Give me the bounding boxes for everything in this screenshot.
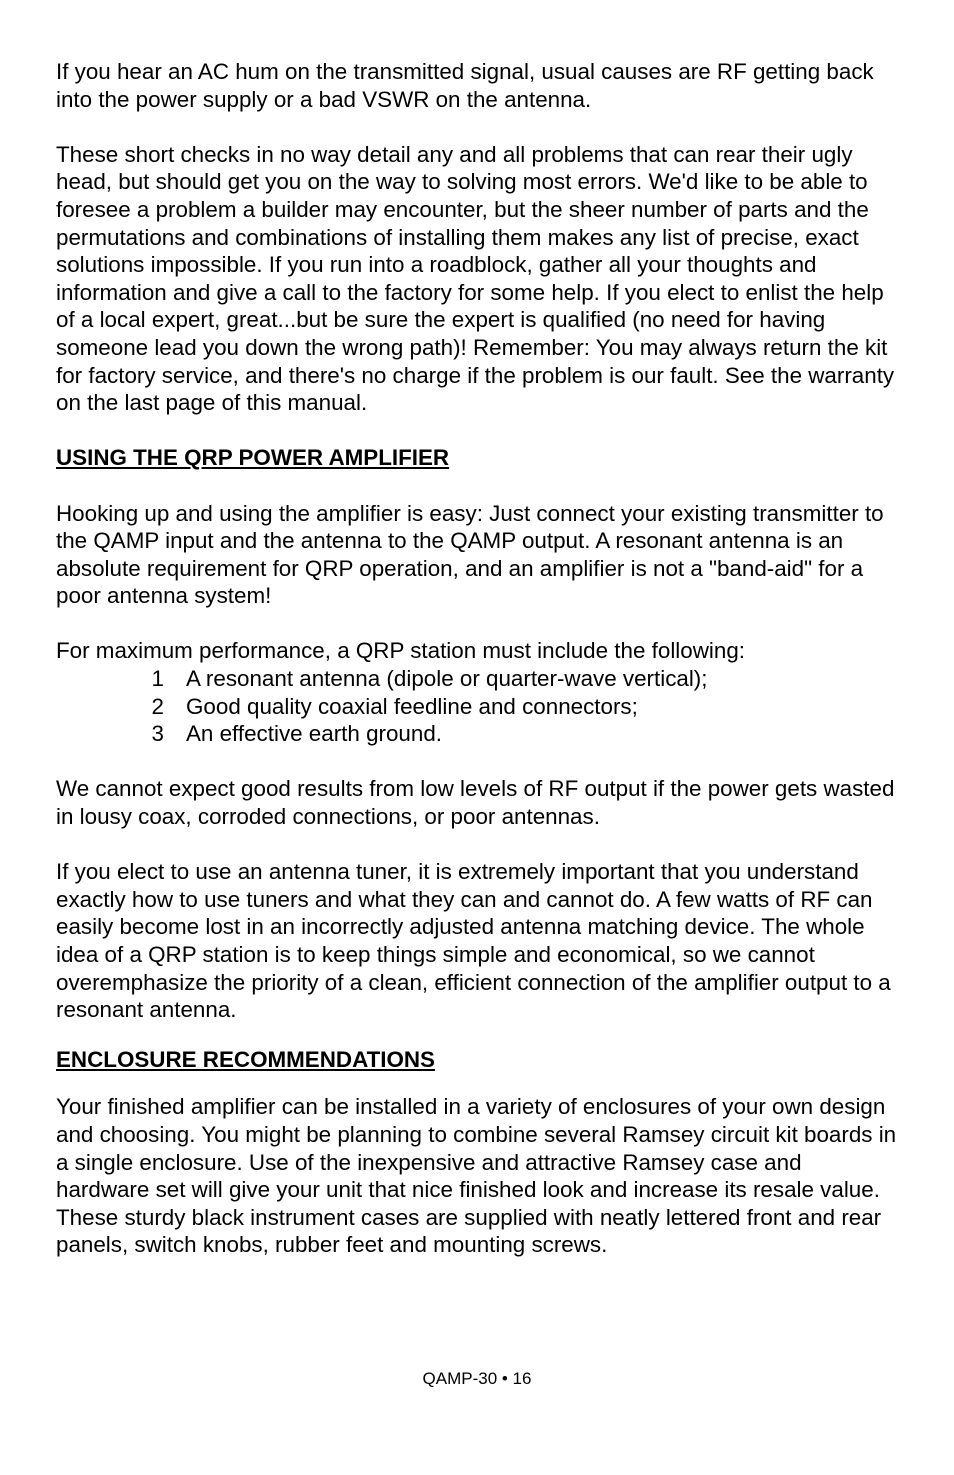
paragraph-enclosure: Your finished amplifier can be installed in a variety of enclosures of your own design and choosing. You might be planning to combine several Ramsey circuit kit boards in a single enclosure. Use of the inexpensive and attractive Ramsey case and hardware set will give your unit that nice finished look and increase its resale value. These sturdy black instrument cases are supplied with neatly lettered front and rear panels, switch knobs, rubber feet and mounting screws. [56, 1094, 897, 1258]
list-item [56, 720, 901, 748]
paragraph-max-performance: For maximum performance, a QRP station must include the following: [56, 638, 746, 664]
heading-using-amplifier: USING THE QRP POWER AMPLIFIER [56, 445, 450, 471]
paragraph-antenna-tuner: If you elect to use an antenna tuner, it is extremely important that you understand exactly how to use tuners and what they can and cannot do. A few watts of RF can easily become lost in an incorrectly adjusted antenna matching device. The whole idea of a QRP station is to keep things simple and economical, so we cannot overemphasize the priority of a clean, efficient connection of the amplifier output to a resonant antenna. [56, 859, 891, 1023]
paragraph-hooking-up: Hooking up and using the amplifier is easy: Just connect your existing transmitter to the QAMP input and the antenna to the QAMP output. A resonant antenna is an absolute requirement for QRP operation, and an amplifier is not a "band-aid" for a poor antenna system! [56, 500, 884, 609]
list-item-number: 2 [151, 693, 164, 719]
list-item-text: Good quality coaxial feedline and connectors; [186, 693, 638, 719]
paragraph-ac-hum: If you hear an AC hum on the transmitted signal, usual causes are RF getting back into the power supply or a bad VSWR on the antenna. [56, 59, 874, 112]
list-item-text: A resonant antenna (dipole or quarter-wave vertical); [186, 666, 708, 692]
list-item-text: An effective earth ground. [186, 721, 443, 747]
paragraph-short-checks: These short checks in no way detail any and all problems that can rear their ugly head, but should get you on the way to solving most errors. We'd like to be able to foresee a problem a builder may encounter, but the sheer number of parts and the permutations and combinations of installing them makes any list of precise, exact solutions impossible. If you run into a roadblock, gather all your thoughts and information and give a call to the factory for some help. If you elect to enlist the help of a local expert, great...but be sure the expert is qualified (no need for having someone lead you down the wrong path)! Remember: You may always return the kit for factory service, and there's no charge if the problem is our fault. See the warranty on the last page of this manual. [56, 141, 895, 416]
heading-enclosure: ENCLOSURE RECOMMENDATIONS [56, 1046, 435, 1072]
paragraph-rf-output: We cannot expect good results from low levels of RF output if the power gets wasted in lousy coax, corroded connections, or poor antennas. [56, 776, 895, 830]
page-footer: QAMP-30 • 16 [422, 1369, 532, 1388]
list-item-number: 3 [151, 721, 164, 747]
list-item [56, 665, 901, 693]
list-item [56, 693, 901, 721]
requirements-list [56, 665, 901, 748]
document-page [56, 58, 901, 1259]
list-item-number: 1 [151, 666, 164, 692]
